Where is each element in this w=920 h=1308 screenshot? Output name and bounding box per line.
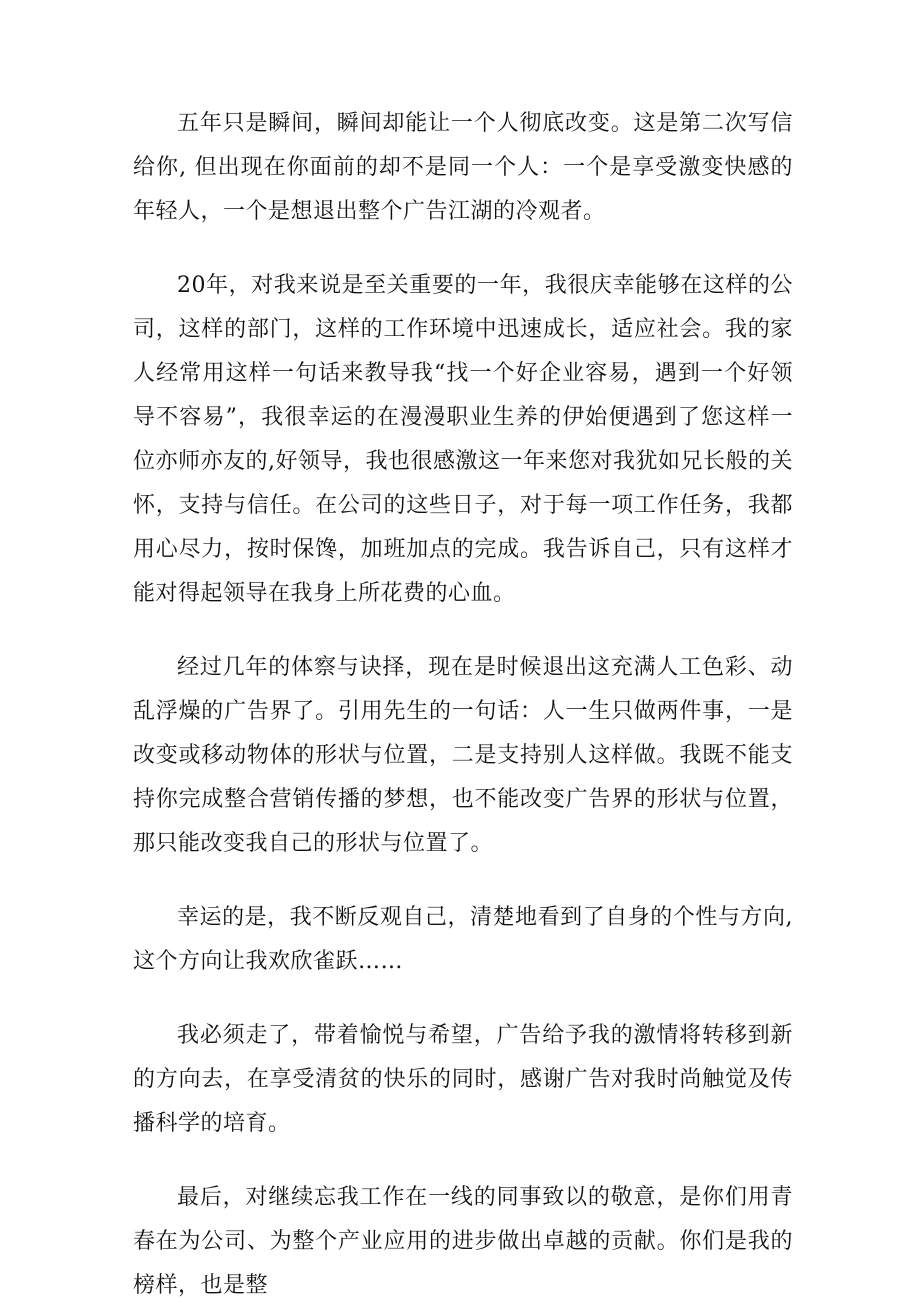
paragraph-6: 最后，对继续忘我工作在一线的同事致以的敬意，是你们用青春在为公司、为整个产业应用的进步做出卓越的贡献。你们是我的榜样，也是整 — [133, 1185, 793, 1298]
paragraph-3: 经过几年的体察与诀择，现在是时候退出这充满人工色彩、动乱浮燥的广告界了。引用先生的一句话：人一生只做两件事，一是改变或移动物体的形状与位置，二是支持别人这样做。我既不能支持你完成整合营销传播的梦想，也不能改变广告界的形状与位置，那只能改变我自己的形状与位置了。 — [133, 655, 793, 856]
paragraph-2: 20年，对我来说是至关重要的一年，我很庆幸能够在这样的公司，这样的部门，这样的工作环境中迅速成长，适应社会。我的家人经常用这样一句话来教导我“找一个好企业容易，遇到一个好领导不容易”，我很幸运的在漫漫职业生养的伊始便遇到了您这样一位亦师亦友的,好领导，我也很感激这一年来您对我犹如兄长般的关怀，支持与信任。在公司的这些日子，对于每一项工作任务，我都用心尽力，按时保馋，加班加点的完成。我告诉自己，只有这样才能对得起领导在我身上所花费的心血。 — [133, 273, 793, 606]
document-body — [133, 102, 793, 1308]
paragraph-4: 幸运的是，我不断反观自己，清楚地看到了自身的个性与方向,这个方向让我欢欣雀跃…… — [133, 905, 793, 974]
paragraph-5: 我必须走了，带着愉悦与希望，广告给予我的激情将转移到新的方向去，在享受清贫的快乐的同时，感谢广告对我时尚触觉及传播科学的培育。 — [133, 1023, 793, 1136]
paragraph-1: 五年只是瞬间，瞬间却能让一个人彻底改变。这是第二次写信给你, 但出现在你面前的却不是同一个人：一个是享受激变快感的年轻人，一个是想退出整个广告江湖的冷观者。 — [133, 111, 793, 224]
